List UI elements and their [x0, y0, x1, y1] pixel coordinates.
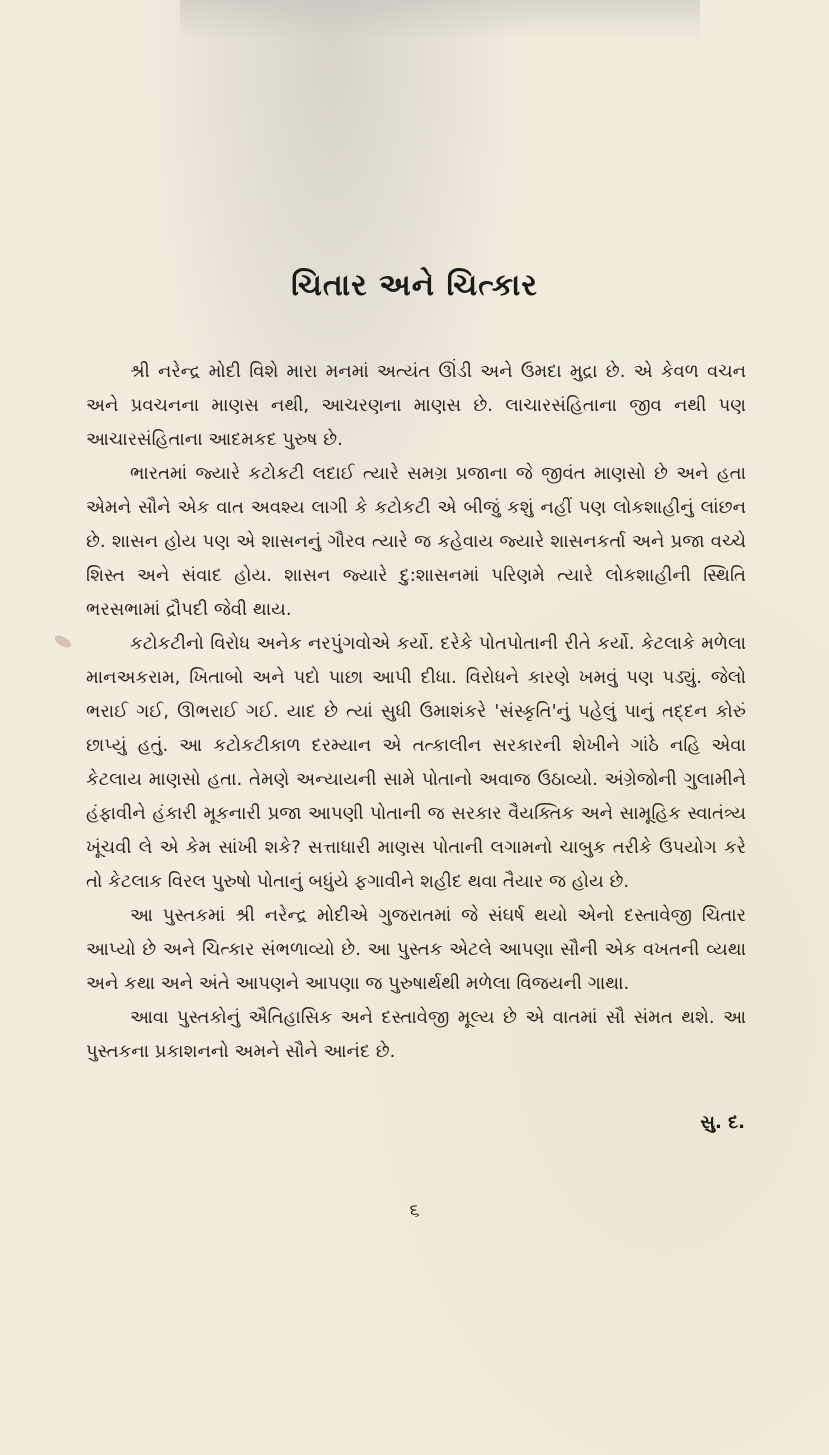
paragraph-3: કટોકટીનો વિરોધ અનેક નરપુંગવોએ કર્યો. દરેકે પોતપોતાની રીતે કર્યો. કેટલાકે મળેલા માનઅકરામ, ખિતાબો અને પદો પાછા આપી દીધા. વિરોધને કારણે ખમવું પણ પડ્યું. જેલો ભરાઈ ગઈ, ઊભરાઈ ગઈ. યાદ છે ત્યાં સુધી ઉમાશંકરે 'સંસ્કૃતિ'નું પહેલું પાનું તદ્દન કોરું છાપ્યું હતું. આ કટોકટીકાળ દરમ્યાન એ તત્કાલીન સરકારની શેખીને ગાંઠે નહિ એવા કેટલાય માણસો હતા. તેમણે અન્યાયની સામે પોતાનો અવાજ ઉઠાવ્યો. અંગ્રેજોની ગુલામીને હંફાવીને હંકારી મૂકનારી પ્રજા આપણી પોતાની જ સરકાર વૈયક્તિક અને સામૂહિક સ્વાતંત્ર્ય ખૂંચવી લે એ કેમ સાંખી શકે? સત્તાધારી માણસ પોતાની લગામનો ચાબુક તરીકે ઉપયોગ કરે તો કેટલાક વિરલ પુરુષો પોતાનું બધુંયે ફગાવીને શહીદ થવા તૈયાર જ હોય છે.	[86, 633, 746, 892]
paragraph-5: આવા પુસ્તકોનું ઐતિહાસિક અને દસ્તાવેજી મૂલ્ય છે એ વાતમાં સૌ સંમત થશે. આ પુસ્તકના પ્રકાશનનો અમને સૌને આનંદ છે.	[86, 1007, 746, 1062]
paragraph-4: આ પુસ્તકમાં શ્રી નરેન્દ્ર મોદીએ ગુજરાતમાં જે સંઘર્ષ થયો એનો દસ્તાવેજી ચિતાર આપ્યો છે અને ચિત્કાર સંભળાવ્યો છે. આ પુસ્તક એટલે આપણા સૌની એક વખતની વ્યથા અને કથા અને અંતે આપણને આપણા જ પુરુષાર્થથી મળેલા વિજયની ગાથા.	[86, 905, 746, 994]
author-signature: સુ. દ.	[700, 1112, 745, 1133]
paragraph-1: શ્રી નરેન્દ્ર મોદી વિશે મારા મનમાં અત્યંત ઊંડી અને ઉમદા મુદ્રા છે. એ કેવળ વચન અને પ્રવચનના માણસ નથી, આચરણના માણસ છે. લાચારસંહિતાના જીવ નથી પણ આચારસંહિતાના આદમકદ પુરુષ છે.	[86, 361, 746, 450]
paragraph-2: ભારતમાં જ્યારે કટોકટી લદાઈ ત્યારે સમગ્ર પ્રજાના જે જીવંત માણસો છે અને હતા એમને સૌને એક વાત અવશ્ય લાગી કે કટોકટી એ બીજું કશું નહીં પણ લોકશાહીનું લાંછન છે. શાસન હોય પણ એ શાસનનું ગૌરવ ત્યારે જ કહેવાય જ્યારે શાસનકર્તા અને પ્રજા વચ્ચે શિસ્ત અને સંવાદ હોય. શાસન જ્યારે દુ:શાસનમાં પરિણમે ત્યારે લોકશાહીની સ્થિતિ ભરસભામાં દ્રૌપદી જેવી થાય.	[86, 463, 746, 620]
page-title: ચિતાર અને ચિત્કાર	[291, 268, 538, 304]
margin-stain	[53, 633, 73, 650]
page-number: ૬	[409, 1200, 420, 1221]
page-shadow	[180, 0, 700, 40]
body-text	[86, 355, 746, 1069]
